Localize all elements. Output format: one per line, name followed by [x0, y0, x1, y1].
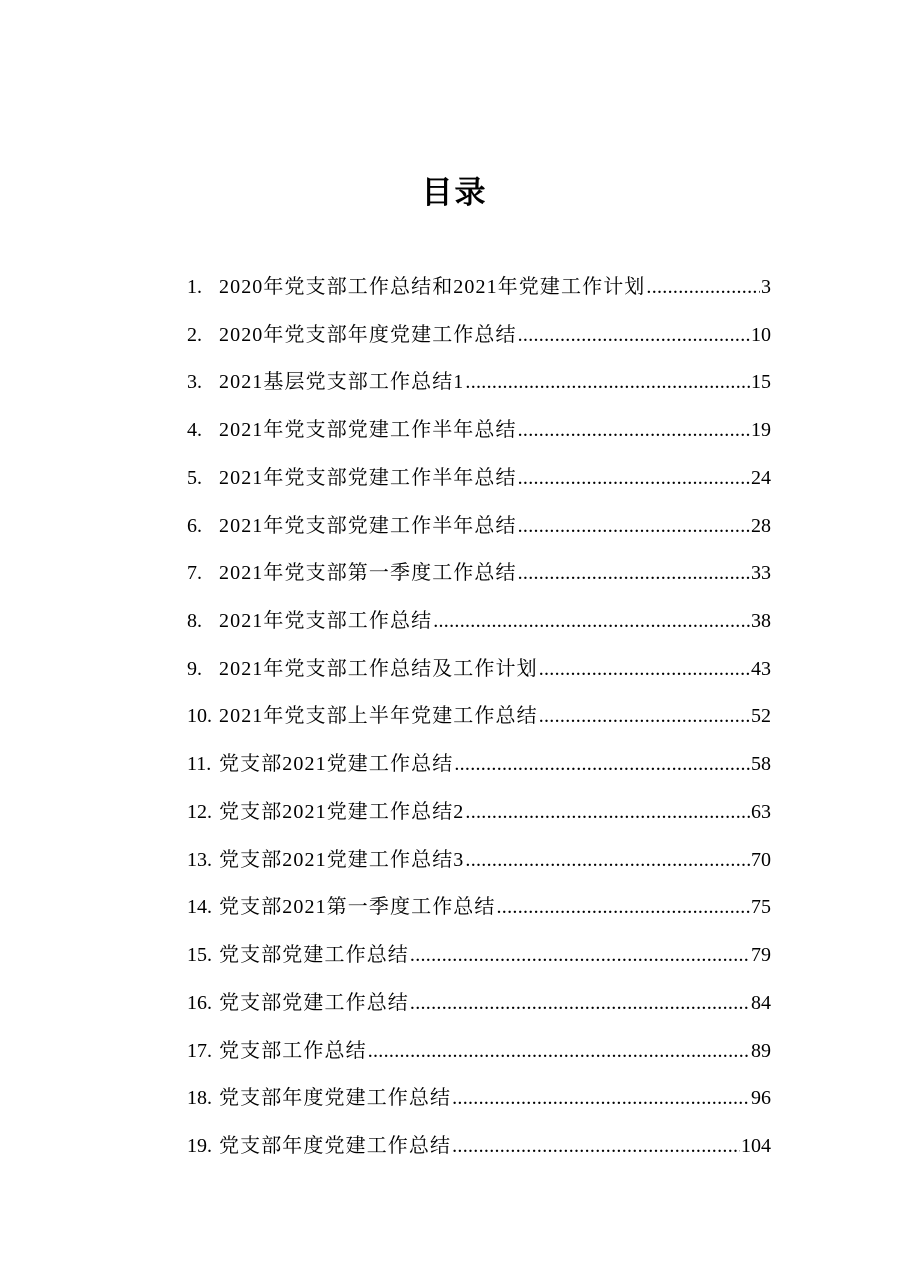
toc-entry[interactable] — [187, 1075, 771, 1123]
toc-entry-title: 2021年党支部党建工作半年总结 — [219, 466, 517, 489]
toc-dot-leader — [539, 693, 750, 741]
toc-dot-leader — [465, 789, 750, 837]
toc-dot-leader — [465, 359, 750, 407]
toc-dot-leader — [497, 884, 751, 932]
toc-dot-leader — [452, 1075, 750, 1123]
toc-entry-title: 2020年党支部工作总结和2021年党建工作计划 — [219, 276, 646, 298]
toc-entry-page-number: 28 — [751, 514, 771, 537]
toc-entry-number: 1. — [187, 276, 202, 298]
toc-entry-page-number: 75 — [751, 896, 771, 919]
toc-entry-page-number: 38 — [751, 610, 771, 633]
toc-dot-leader — [452, 1123, 740, 1171]
toc-dot-leader — [410, 980, 750, 1028]
toc-entry-number: 19. — [187, 1134, 212, 1157]
toc-entry[interactable] — [187, 789, 771, 837]
toc-entry-page-number: 89 — [751, 1039, 771, 1062]
toc-dot-leader — [518, 503, 750, 551]
toc-entry-page-number: 3 — [761, 276, 771, 298]
toc-entry-title: 2020年党支部年度党建工作总结 — [219, 323, 517, 346]
toc-entry-page-number: 19 — [751, 419, 771, 442]
toc-entry-page-number: 96 — [751, 1087, 771, 1110]
toc-entry-title: 2021年党支部党建工作半年总结 — [219, 419, 517, 442]
toc-entry-page-number: 33 — [751, 562, 771, 585]
toc-entry-page-number: 10 — [751, 323, 771, 346]
toc-entry[interactable] — [187, 980, 771, 1028]
toc-entry-number: 10. — [187, 705, 212, 728]
toc-entry-page-number: 104 — [741, 1134, 771, 1157]
toc-entry[interactable] — [187, 1123, 771, 1171]
toc-entry-title: 党支部2021第一季度工作总结 — [219, 896, 496, 919]
toc-entry[interactable] — [187, 837, 771, 885]
toc-dot-leader — [410, 932, 750, 980]
toc-entry-number: 17. — [187, 1039, 212, 1062]
toc-entry[interactable] — [187, 884, 771, 932]
toc-entry-page-number: 52 — [751, 705, 771, 728]
toc-entry-title: 2021年党支部工作总结及工作计划 — [219, 657, 538, 680]
toc-entry-page-number: 24 — [751, 466, 771, 489]
toc-entry-page-number: 15 — [751, 371, 771, 394]
toc-entry-title: 2021基层党支部工作总结1 — [219, 371, 465, 394]
toc-dot-leader — [465, 837, 750, 885]
toc-entry-title: 党支部年度党建工作总结 — [219, 1087, 452, 1110]
toc-entry-title: 党支部2021党建工作总结3 — [219, 848, 465, 871]
toc-entry-number: 2. — [187, 323, 202, 346]
toc-dot-leader — [433, 598, 750, 646]
toc-entry[interactable] — [187, 359, 771, 407]
toc-entry[interactable] — [187, 932, 771, 980]
toc-dot-leader — [518, 407, 750, 455]
toc-entry-number: 8. — [187, 610, 202, 633]
toc-dot-leader — [646, 264, 760, 312]
toc-entry[interactable] — [187, 455, 771, 503]
toc-entry[interactable] — [187, 312, 771, 360]
toc-entry-page-number: 84 — [751, 991, 771, 1014]
toc-dot-leader — [539, 646, 750, 694]
toc-entry[interactable] — [187, 407, 771, 455]
toc-entry-title: 党支部党建工作总结 — [219, 991, 409, 1014]
toc-entry-number: 9. — [187, 657, 202, 680]
toc-entry-title: 党支部年度党建工作总结 — [219, 1134, 452, 1157]
toc-entry-page-number: 70 — [751, 848, 771, 871]
toc-title: 目录 — [421, 175, 488, 211]
toc-entry[interactable] — [187, 693, 771, 741]
toc-entry-number: 3. — [187, 371, 202, 394]
toc-entry-number: 11. — [187, 753, 212, 776]
toc-entry-number: 7. — [187, 562, 202, 585]
toc-entry[interactable] — [187, 550, 771, 598]
toc-entry-page-number: 58 — [751, 753, 771, 776]
toc-entry-title: 党支部工作总结 — [219, 1039, 367, 1062]
toc-entry-number: 4. — [187, 419, 202, 442]
toc-entry[interactable] — [187, 1028, 771, 1076]
toc-entry-number: 18. — [187, 1087, 212, 1110]
toc-dot-leader — [368, 1028, 750, 1076]
toc-entry-number: 6. — [187, 514, 202, 537]
toc-entry-page-number: 79 — [751, 944, 771, 967]
toc-entry[interactable] — [187, 264, 771, 312]
toc-entry-title: 2021年党支部上半年党建工作总结 — [219, 705, 538, 728]
toc-entry-number: 15. — [187, 944, 212, 967]
toc-entry[interactable] — [187, 598, 771, 646]
toc-entry[interactable] — [187, 503, 771, 551]
toc-entry-title: 2021年党支部第一季度工作总结 — [219, 562, 517, 585]
toc-entry-title: 党支部2021党建工作总结 — [219, 753, 454, 776]
toc-entry-number: 16. — [187, 991, 212, 1014]
toc-list — [187, 264, 771, 1171]
toc-entry[interactable] — [187, 646, 771, 694]
toc-entry-number: 5. — [187, 466, 202, 489]
toc-dot-leader — [454, 741, 750, 789]
toc-entry-title: 2021年党支部工作总结 — [219, 610, 433, 633]
toc-dot-leader — [518, 550, 750, 598]
toc-dot-leader — [518, 312, 750, 360]
toc-entry-number: 13. — [187, 848, 212, 871]
toc-entry[interactable] — [187, 741, 771, 789]
toc-entry-number: 12. — [187, 800, 212, 823]
toc-entry-title: 2021年党支部党建工作半年总结 — [219, 514, 517, 537]
toc-entry-title: 党支部2021党建工作总结2 — [219, 800, 465, 823]
toc-dot-leader — [518, 455, 750, 503]
toc-entry-number: 14. — [187, 896, 212, 919]
toc-entry-title: 党支部党建工作总结 — [219, 944, 409, 967]
toc-entry-page-number: 63 — [751, 800, 771, 823]
toc-entry-page-number: 43 — [751, 657, 771, 680]
